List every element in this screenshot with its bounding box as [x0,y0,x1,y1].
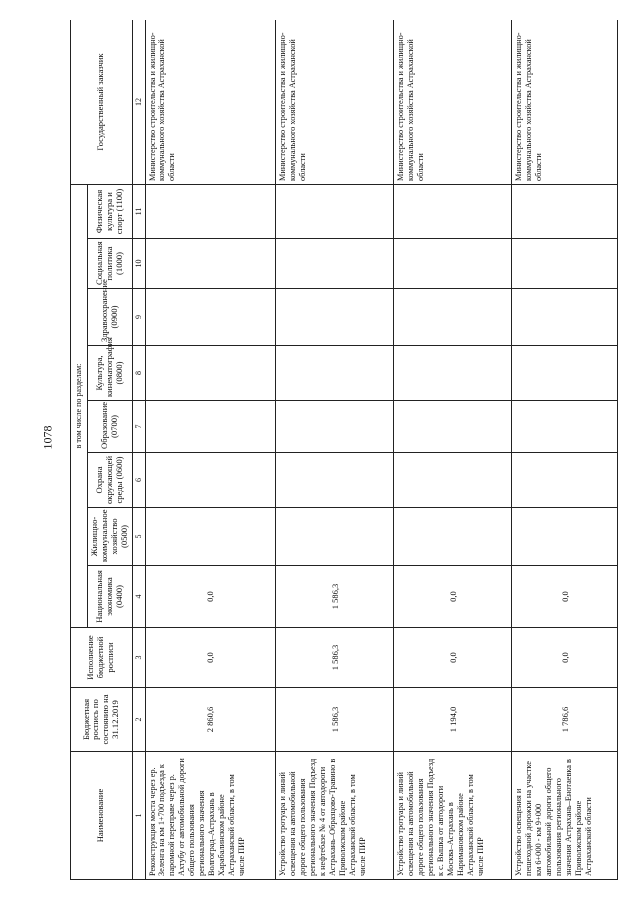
empty-cell [512,453,618,508]
empty-cell [512,346,618,401]
row-section-0400: 1 586,3 [276,566,394,628]
row-execution: 1 586,3 [276,628,394,688]
column-number: 9 [132,289,145,346]
header-section: Здравоохранение (0900) [88,289,133,346]
empty-cell [145,508,276,566]
row-budget: 1 586,3 [276,688,394,752]
row-budget: 1 786,6 [512,688,618,752]
column-number: 12 [132,20,145,184]
table-row [394,20,512,880]
column-number: 3 [132,628,145,688]
header-section: Образование (0700) [88,401,133,453]
empty-cell [394,289,512,346]
header-section: Социальная политика (1000) [88,239,133,289]
empty-cell [276,508,394,566]
row-section-0400: 0,0 [512,566,618,628]
row-budget: 2 860,6 [145,688,276,752]
budget-table [70,20,618,880]
column-number: 10 [132,239,145,289]
column-number: 7 [132,401,145,453]
row-budget: 1 194,0 [394,688,512,752]
column-number: 2 [132,688,145,752]
header-section: Физическая культура и спорт (1100) [88,184,133,238]
header-section: Культура, кинематография (0800) [88,346,133,401]
empty-cell [512,184,618,238]
row-name: Устройство освещения и пешеходной дорожки на участке км 6+000 - км 9+000 автомобильной дороги общего пользования регионального значения Астрахань–Енотаевка в Приволжском районе Астраханской области [512,752,618,880]
header-customer: Государственный заказчик [71,20,133,184]
row-customer: Министерство строительства и жилищно-коммунального хозяйства Астраханской области [394,20,512,184]
row-customer: Министерство строительства и жилищно-коммунального хозяйства Астраханской области [512,20,618,184]
empty-cell [276,401,394,453]
empty-cell [394,508,512,566]
row-section-0400: 0,0 [394,566,512,628]
column-number: 11 [132,184,145,238]
empty-cell [394,346,512,401]
header-name: Наименование [71,752,133,880]
column-number: 8 [132,346,145,401]
row-name: Реконструкция моста через ер. Зеленга на км 1+700 подъезда к паромной переправе через р. Ахтубу от автомобильной дороги общего пользования регионального значения Волгоград–Астрахань в Харабалинском районе Астраханской области, в том числе ПИР [145,752,276,880]
page-number: 1078 [40,425,55,450]
empty-cell [394,184,512,238]
empty-cell [394,401,512,453]
header-budget: Бюджетная роспись по состоянию на 31.12.2019 [71,688,133,752]
empty-cell [145,289,276,346]
header-section: Охрана окружающей среды (0600) [88,453,133,508]
row-section-0400: 0,0 [145,566,276,628]
empty-cell [276,346,394,401]
row-execution: 0,0 [512,628,618,688]
header-section: Национальная экономика (0400) [88,566,133,628]
column-number: 6 [132,453,145,508]
empty-cell [145,401,276,453]
empty-cell [512,239,618,289]
table-row [512,20,618,880]
empty-cell [145,346,276,401]
empty-cell [512,508,618,566]
table-row [276,20,394,880]
row-name: Устройство тротуара и линий освещения на автомобильной дороге общего пользования регионального значения Подъезд к нефтебазе № 4 от автодороги Астрахань–Образцово-Травино в Приволжском районе Астраханской области, в том числе ПИР [276,752,394,880]
header-section: Жилищно-коммунальное хозяйство (0500) [88,508,133,566]
row-customer: Министерство строительства и жилищно-коммунального хозяйства Астраханской области [276,20,394,184]
empty-cell [512,401,618,453]
empty-cell [276,184,394,238]
empty-cell [145,239,276,289]
column-number: 1 [132,752,145,880]
empty-cell [276,289,394,346]
empty-cell [394,453,512,508]
empty-cell [145,453,276,508]
empty-cell [512,289,618,346]
empty-cell [394,239,512,289]
empty-cell [145,184,276,238]
row-execution: 0,0 [394,628,512,688]
row-name: Устройство тротуара и линий освещения на автомобильной дороге общего пользования регионального значения Подъезд к с. Вышка от автодороги Москва–Астрахань в Наримановском районе Астраханской области, в том числе ПИР [394,752,512,880]
header-execution: Исполнение бюджетной росписи [71,628,133,688]
row-customer: Министерство строительства и жилищно-коммунального хозяйства Астраханской области [145,20,276,184]
rotated-table-layer [70,20,618,880]
column-number: 4 [132,566,145,628]
column-number-row [132,20,145,880]
table-container [70,20,618,880]
empty-cell [276,453,394,508]
column-number: 5 [132,508,145,566]
header-sections-span: в том числе по разделам: [71,184,88,627]
header-row [71,20,88,880]
table-row [145,20,276,880]
row-execution: 0,0 [145,628,276,688]
empty-cell [276,239,394,289]
